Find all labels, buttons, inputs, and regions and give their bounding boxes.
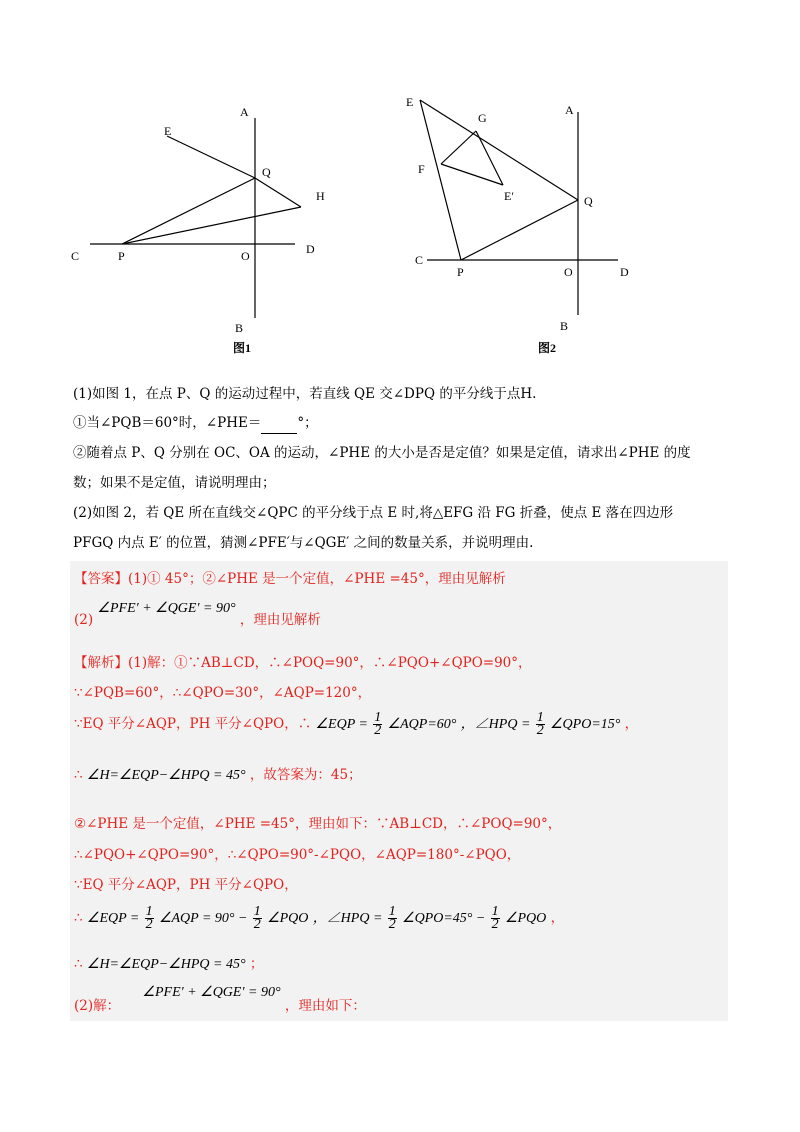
analysis-l3-math-3: ，∠HPQ = [460, 717, 531, 732]
label-b: B [560, 319, 569, 333]
fraction-half: $\frac{1}{2}$ [388, 904, 396, 932]
answer-part2-suffix: ，理由见解析 [239, 612, 321, 628]
analysis-line-7: ∵EQ 平分∠AQP，PH 平分∠QPO， [74, 877, 298, 893]
label-a: A [565, 103, 574, 117]
fraction-half: $\frac{1}{2}$ [145, 904, 153, 932]
analysis-line-3 [74, 712, 638, 737]
analysis-l8-post: ， [550, 910, 565, 926]
question-sub1-unit: °； [297, 415, 318, 431]
label-c: C [71, 249, 80, 263]
label-h: H [316, 189, 325, 203]
label-p: P [457, 265, 464, 279]
analysis-l8-math-3: ∠PQO [267, 911, 309, 926]
analysis-part2-formula: ∠PFE′ + ∠QGE′ = 90° [142, 985, 281, 1000]
fraction-half: $\frac{1}{2}$ [253, 904, 261, 932]
answer-line-2 [74, 596, 321, 628]
question-sub1-text: ①当∠PQB＝60°时，∠PHE＝ [73, 415, 262, 431]
label-g: G [478, 111, 487, 125]
label-e: E [164, 124, 172, 138]
segment-fg [441, 131, 476, 164]
label-f: F [418, 162, 425, 176]
analysis-l4-math: ∠H=∠EQP−∠HPQ = 45° [86, 768, 246, 783]
fraction-half: $\frac{1}{2}$ [491, 904, 499, 932]
label-e-prime: E′ [504, 189, 514, 203]
label-d: D [620, 265, 629, 279]
analysis-part2-suffix: ，理由如下： [284, 998, 366, 1014]
figure-1 [65, 90, 345, 360]
question-part2-line1: (2)如图 2，若 QE 所在直线交∠QPC 的平分线于点 E 时,将△EFG 沿 FG 折叠，使点 E 落在四边形 [73, 505, 674, 521]
label-q: Q [584, 194, 593, 208]
segment-qh [255, 178, 301, 207]
answer-part2-label: (2) [74, 612, 94, 628]
analysis-line-6: ∴∠PQO+∠QPO=90°，∴∠QPO=90°-∠PQO，∠AQP=180°-∠PQO， [74, 847, 521, 863]
analysis-l4-post: ，故答案为：45； [249, 767, 362, 783]
therefore-symbol: ∴ [74, 956, 83, 972]
figure-2-diagram [400, 90, 650, 360]
analysis-l3-math-4: ∠QPO=15° [550, 717, 621, 732]
analysis-l8-math-5: ∠QPO=45° − [402, 911, 486, 926]
analysis-line-1: 【解析】(1)解：①∵AB⊥CD，∴∠POQ=90°，∴∠PQO+∠QPO=90°， [74, 655, 532, 671]
label-a: A [240, 105, 249, 119]
figure-2-caption: 图2 [538, 341, 557, 355]
question-part1-sub2-line2: 数；如果不是定值，请说明理由； [73, 475, 276, 491]
analysis-line-9 [74, 952, 263, 973]
analysis-l8-math-1: ∠EQP = [86, 911, 140, 926]
analysis-line-2: ∵∠PQB=60°，∴∠QPO=30°，∠AQP=120°， [74, 685, 372, 701]
label-q: Q [262, 165, 271, 179]
label-o: O [564, 265, 573, 279]
analysis-l3-math-1: ∠EQP = [315, 717, 368, 732]
segment-pq [122, 178, 255, 244]
figure-1-diagram [65, 90, 345, 360]
figure-1-caption: 图1 [233, 341, 252, 355]
line-eq [167, 136, 255, 178]
answer-blank[interactable] [261, 413, 297, 434]
fraction-half: $\frac{1}{2}$ [374, 710, 382, 738]
analysis-l9-post: ； [249, 956, 264, 972]
analysis-line-5: ②∠PHE 是一个定值，∠PHE =45°，理由如下：∵AB⊥CD，∴∠POQ=90°， [74, 816, 562, 832]
segment-pq [461, 200, 578, 260]
segment-ph [122, 207, 301, 244]
analysis-l3-post: ， [624, 716, 639, 732]
therefore-symbol: ∴ [74, 767, 83, 783]
label-o: O [241, 249, 250, 263]
fraction-half: $\frac{1}{2}$ [536, 710, 544, 738]
analysis-l8-math-2: ∠AQP = 90° − [158, 911, 248, 926]
analysis-line-4 [74, 763, 362, 784]
analysis-l8-math-4: ，∠HPQ = [312, 911, 383, 926]
answer-line-1: 【答案】(1)① 45°；②∠PHE 是一个定值，∠PHE =45°，理由见解析 [74, 571, 506, 587]
label-c: C [415, 253, 424, 267]
therefore-symbol: ∴ [74, 910, 83, 926]
label-b: B [235, 321, 244, 335]
label-d: D [306, 242, 315, 256]
figure-2 [400, 90, 650, 360]
question-part1-sub2-line1: ②随着点 P、Q 分别在 OC、OA 的运动，∠PHE 的大小是否是定值？如果是定值，请求出∠PHE 的度 [73, 445, 691, 461]
line-eq [420, 100, 578, 200]
analysis-line-10 [74, 980, 366, 1014]
analysis-l3-text: ∵EQ 平分∠AQP，PH 平分∠QPO，∴ [74, 716, 312, 732]
analysis-l3-math-2: ∠AQP=60° [387, 717, 457, 732]
label-p: P [118, 249, 125, 263]
segment-ep [420, 100, 461, 260]
analysis-l8-math-6: ∠PQO [504, 911, 547, 926]
question-part2-line2: PFGQ 内点 E′ 的位置，猜测∠PFE′与∠QGE′ 之间的数量关系，并说明理由. [73, 535, 534, 551]
analysis-part2-label: (2)解： [74, 998, 121, 1014]
question-part1-intro: (1)如图 1，在点 P、Q 的运动过程中，若直线 QE 交∠DPQ 的平分线于点H. [73, 386, 537, 402]
answer-part2-formula: ∠PFE′ + ∠QGE′ = 90° [97, 601, 236, 616]
question-part1-sub1 [73, 413, 733, 434]
analysis-line-8 [74, 906, 564, 931]
analysis-l9-math: ∠H=∠EQP−∠HPQ = 45° [86, 957, 246, 972]
label-e: E [406, 95, 414, 109]
